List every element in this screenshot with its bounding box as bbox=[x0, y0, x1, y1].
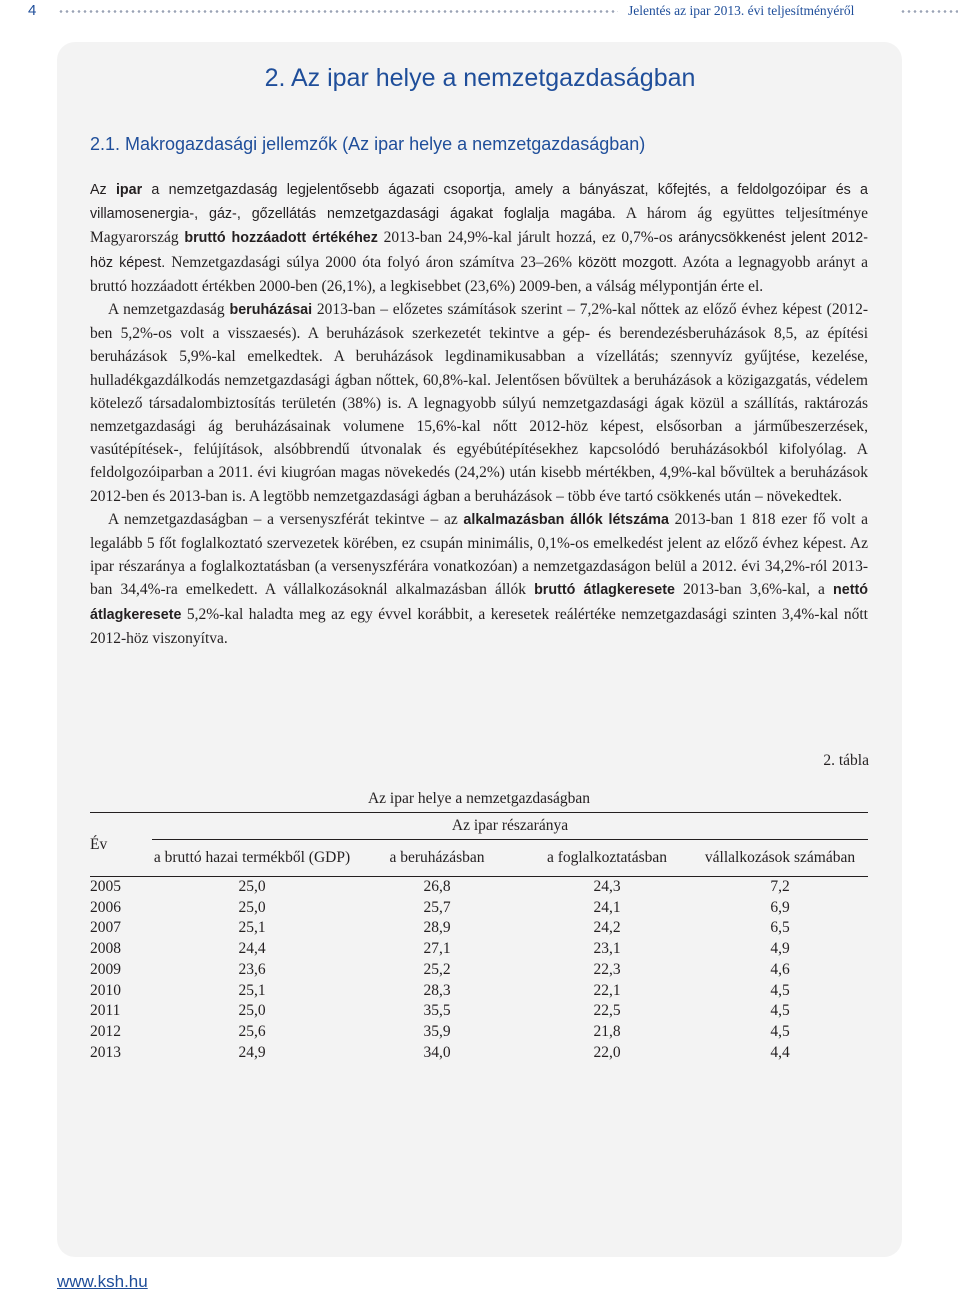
table-row bbox=[90, 877, 868, 898]
cell-year: 2008 bbox=[90, 940, 121, 958]
table-number: 2. tábla bbox=[823, 752, 869, 769]
body-text bbox=[90, 178, 868, 650]
page-header bbox=[0, 0, 960, 30]
cell-year: 2013 bbox=[90, 1043, 121, 1061]
cell-employment: 24,1 bbox=[593, 898, 621, 916]
cell-firms: 4,9 bbox=[770, 940, 790, 958]
cell-employment: 23,1 bbox=[593, 940, 621, 958]
table-title: Az ipar helye a nemzetgazdaságban bbox=[367, 790, 591, 807]
cell-employment: 22,3 bbox=[593, 960, 621, 978]
cell-gdp: 23,6 bbox=[238, 960, 266, 978]
cell-gdp: 25,0 bbox=[238, 898, 266, 916]
cell-investment: 26,8 bbox=[423, 878, 451, 895]
paragraph-3: A nemzetgazdaságban – a versenyszférát tekintve – az alkalmazásban állók létszáma 2013-ban 1 818 ezer fő volt a legalább 5 főt foglalkoztató szervezetek körében, ez csupán minimális, 0,1%-os emelkedést jelent az előző évhez képest. Az ipar részaránya a foglalkoztatásban (a versenyszférára vonatkozóan) a nemzetgazdaságon belül a 2012. évi 34,2%-ról 2013-ban 34,4%-ra emelkedett. A vállalkozásoknál alkalmazásban állók bruttó átlagkeresete 2013-ban 3,6%-kal, a nettó átlagkeresete 5,2%-kal haladta meg az egy évvel korábbit, a keresetek reálértéke nemzetgazdasági szinten 3,4%-kal nőtt 2012-höz viszonyítva. bbox=[90, 510, 869, 647]
col-header-firms: vállalkozások számában bbox=[692, 840, 868, 877]
cell-gdp: 25,6 bbox=[238, 1022, 266, 1040]
table-row bbox=[90, 1022, 868, 1043]
cell-year: 2009 bbox=[90, 960, 121, 978]
page-number: 4 bbox=[28, 2, 37, 19]
cell-firms: 6,9 bbox=[770, 898, 790, 916]
cell-gdp: 24,9 bbox=[238, 1043, 266, 1061]
cell-year: 2006 bbox=[90, 898, 121, 916]
running-title: Jelentés az ipar 2013. évi teljesítményéről bbox=[628, 3, 855, 18]
cell-investment: 34,0 bbox=[423, 1043, 451, 1061]
cell-investment: 28,9 bbox=[423, 919, 451, 937]
cell-gdp: 25,1 bbox=[238, 919, 266, 937]
cell-gdp: 24,4 bbox=[238, 940, 266, 958]
cell-employment: 24,2 bbox=[593, 919, 621, 937]
paragraph-2: A nemzetgazdaság beruházásai 2013-ban – előzetes számítások szerint – 7,2%-kal nőttek az előző évhez képest (2012-ben 5,2%-os volt a visszaesés). A beruházások szerkezetét tekintve a gép- és berendezésberuházások 8,5, az építési beruházások 5,9%-kal emelkedtek. A beruházások legdinamikusabban a vízellátás; szennyvíz gyűjtése, kezelése, hulladékgazdálkodás nemzetgazdasági ágban nőttek, 60,8%-kal. Jelentősen bővültek a beruházások a közigazgatás, védelem kötelező társadalombiztosítás területén (38%) is. A legnagyobb súlyú nemzetgazdasági ágak közül a szállítás, raktározás nemzetgazdasági ág beruházásainak volumene 15,6%-kal nőtt 2012-höz képest, elsősorban a járműbeszerzések, vasútépítések-, felújítások, alsóbbrendű útvonalak és egyébútépítésekhez kapcsolódó beruházásokból kifolyólag. A feldolgozóiparban a 2011. évi kiugróan magas növekedés (24,2%) után kisebb mértékben, 4,9%-kal bővültek a beruházások 2012-ben és 2013-ban is. A legtöbb nemzetgazdasági ágban a beruházások – több éve tartó csökkenés után – növekedtek. bbox=[90, 301, 869, 505]
header-dotted-rule-right bbox=[900, 10, 958, 13]
cell-employment: 22,5 bbox=[593, 1002, 621, 1020]
cell-year: 2011 bbox=[90, 1002, 121, 1020]
table-row bbox=[90, 1043, 868, 1064]
footer-link[interactable]: www.ksh.hu bbox=[57, 1272, 148, 1291]
data-table bbox=[90, 812, 868, 1063]
table-row bbox=[90, 898, 868, 919]
cell-firms: 4,5 bbox=[770, 1002, 790, 1020]
cell-year: 2005 bbox=[90, 878, 121, 895]
chapter-title: 2. Az ipar helye a nemzetgazdaságban bbox=[264, 64, 696, 92]
col-header-employment: a foglalkoztatásban bbox=[522, 840, 692, 877]
cell-firms: 4,4 bbox=[770, 1043, 790, 1061]
col-header-gdp: a bruttó hazai termékből (GDP) bbox=[152, 840, 352, 877]
cell-investment: 35,5 bbox=[423, 1002, 451, 1020]
cell-year: 2010 bbox=[90, 981, 121, 999]
cell-investment: 28,3 bbox=[423, 981, 451, 999]
cell-investment: 35,9 bbox=[423, 1022, 451, 1040]
table-row bbox=[90, 960, 868, 981]
cell-employment: 22,1 bbox=[593, 981, 621, 999]
cell-investment: 25,2 bbox=[423, 960, 451, 978]
section-title: 2.1. Makrogazdasági jellemzők (Az ipar helye a nemzetgazdaságban) bbox=[90, 134, 646, 154]
cell-year: 2012 bbox=[90, 1022, 121, 1040]
table-row bbox=[90, 939, 868, 960]
cell-gdp: 25,0 bbox=[238, 1002, 266, 1020]
col-header-group: Az ipar részaránya bbox=[152, 813, 868, 840]
table-row bbox=[90, 981, 868, 1002]
cell-investment: 27,1 bbox=[423, 940, 451, 958]
cell-employment: 22,0 bbox=[593, 1043, 621, 1061]
cell-employment: 21,8 bbox=[593, 1022, 621, 1040]
cell-firms: 4,5 bbox=[770, 1022, 790, 1040]
cell-gdp: 25,0 bbox=[238, 878, 266, 895]
cell-gdp: 25,1 bbox=[238, 981, 266, 999]
cell-firms: 4,5 bbox=[770, 981, 790, 999]
paragraph-1: Az ipar a nemzetgazdaság legjelentősebb ágazati csoportja, amely a bányászat, kőfejtés, a feldolgozóipar és a villamosenergia-, gáz-, gőzellátás nemzetgazdasági ágakat foglalja magába. A három ág együttes teljesítménye Magyarország bruttó hozzáadott értékéhez 2013-ban 24,9%-kal járult hozzá, ez 0,7%-os aránycsökkenést jelent 2012-höz képest. Nemzetgazdasági súlya 2000 óta folyó áron számítva 23–26% között mozgott. Azóta a legnagyobb arányt a bruttó hozzáadott értékben 2000-ben (26,1%), a legkisebbet (23,6%) 2009-ben, a válság mélypontján érte el. bbox=[90, 182, 868, 295]
cell-investment: 25,7 bbox=[423, 898, 451, 916]
cell-employment: 24,3 bbox=[593, 878, 621, 895]
cell-year: 2007 bbox=[90, 919, 121, 937]
cell-firms: 4,6 bbox=[770, 960, 790, 978]
table-row bbox=[90, 918, 868, 939]
cell-firms: 6,5 bbox=[770, 919, 790, 937]
table-row bbox=[90, 1001, 868, 1022]
col-header-year: Év bbox=[90, 813, 152, 877]
col-header-investment: a beruházásban bbox=[352, 840, 522, 877]
cell-firms: 7,2 bbox=[770, 878, 790, 895]
header-dotted-rule-left bbox=[58, 10, 618, 13]
